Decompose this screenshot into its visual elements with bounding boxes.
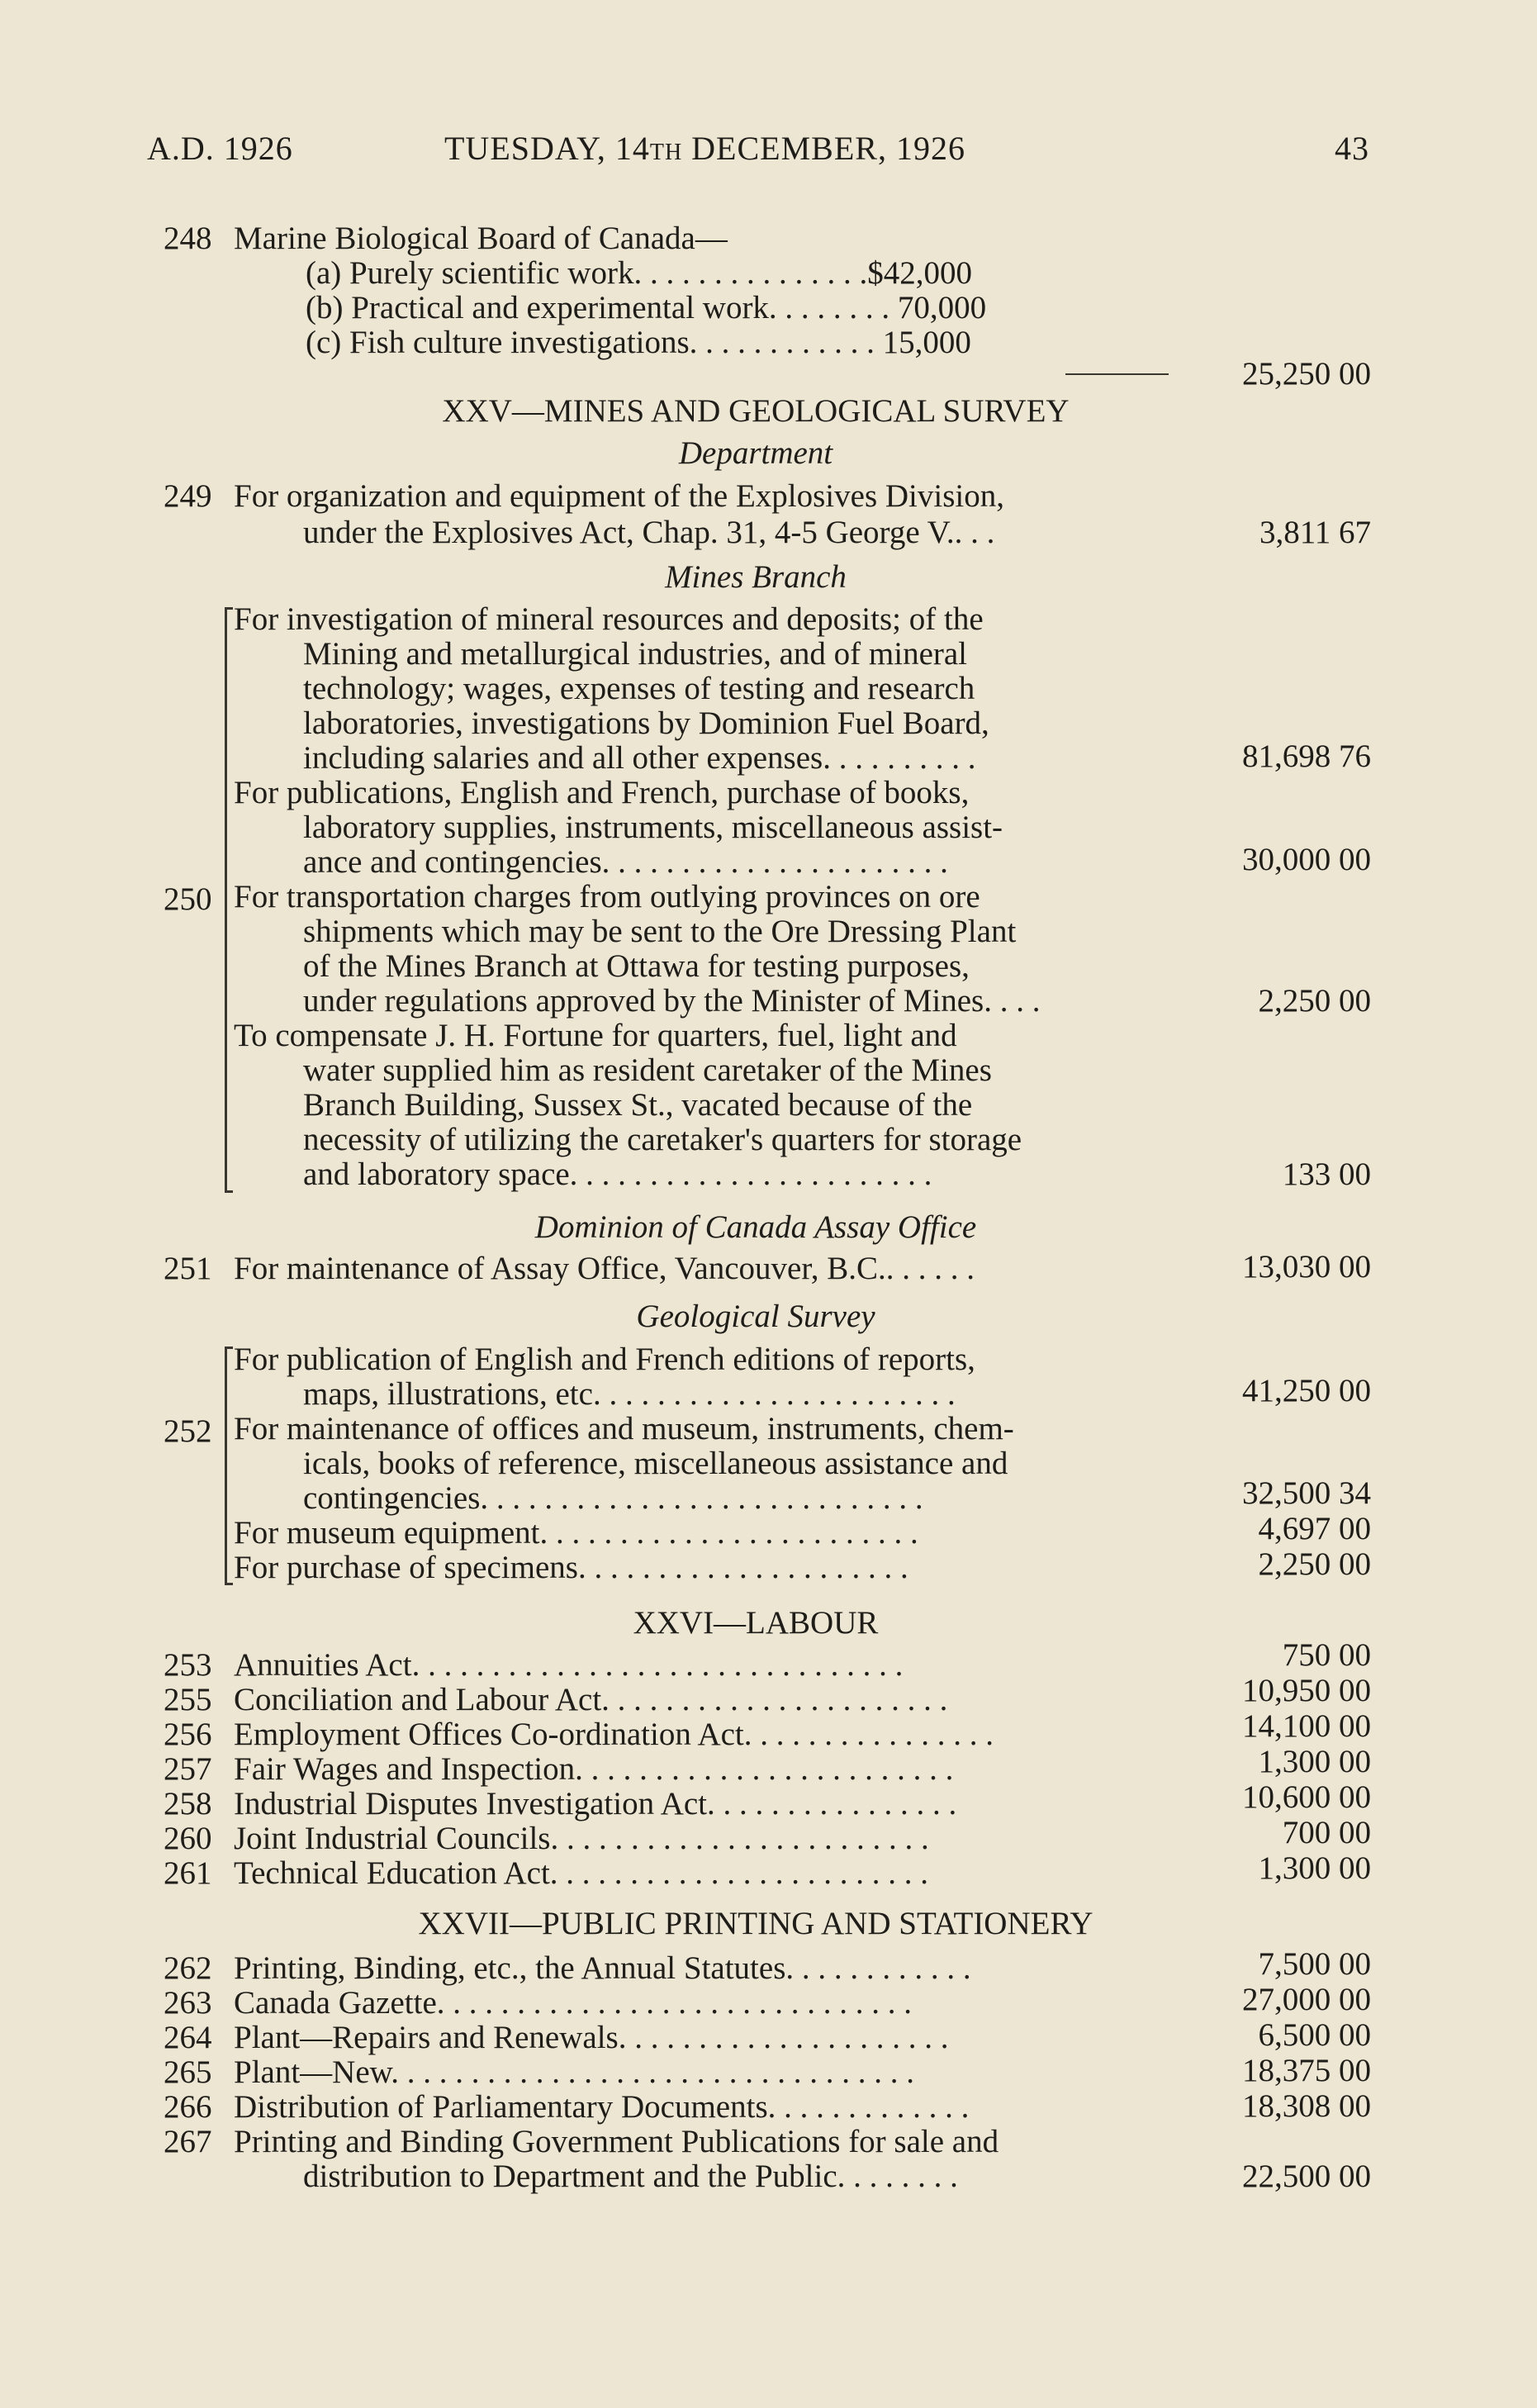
item-number: 251: [164, 1251, 212, 1286]
item-text: technology; wages, expenses of testing and research: [303, 671, 975, 706]
header-year: A.D. 1926: [147, 130, 293, 167]
amount: 14,100 00: [1242, 1708, 1371, 1744]
amount: 700 00: [1282, 1815, 1371, 1850]
brace-bottom: [225, 1190, 233, 1193]
amount: 22,500 00: [1242, 2159, 1371, 2194]
item-text: distribution to Department and the Public. . . . . . . .: [303, 2159, 958, 2194]
item-number: 264: [164, 2020, 212, 2055]
item-text: For maintenance of Assay Office, Vancouver, B.C.. . . . . .: [234, 1251, 975, 1286]
subsection-heading: Mines Branch: [665, 559, 847, 595]
amount: 81,698 76: [1242, 739, 1371, 774]
item-text: Conciliation and Labour Act. . . . . . . . . . . . . . . . . . . . . .: [234, 1682, 948, 1717]
header-date: [444, 129, 965, 168]
item-number: 257: [164, 1751, 212, 1787]
item-number: 255: [164, 1682, 212, 1717]
item-text: For publications, English and French, purchase of books,: [234, 775, 970, 810]
item-number: 253: [164, 1647, 212, 1683]
amount: 1,300 00: [1258, 1850, 1371, 1886]
item-text: For transportation charges from outlying provinces on ore: [234, 879, 980, 914]
amount: 2,250 00: [1258, 1546, 1371, 1582]
amount: 2,250 00: [1258, 983, 1371, 1019]
item-text: Industrial Disputes Investigation Act. . . . . . . . . . . . . . . .: [234, 1786, 957, 1821]
item-number: 266: [164, 2089, 212, 2125]
header-date-post: DECEMBER, 1926: [682, 130, 965, 167]
item-text: For publication of English and French editions of reports,: [234, 1342, 975, 1377]
amount: 7,500 00: [1258, 1946, 1371, 1982]
item-text: Plant—New. . . . . . . . . . . . . . . . . . . . . . . . . . . . . . . . .: [234, 2054, 915, 2090]
item-text: contingencies. . . . . . . . . . . . . . . . . . . . . . . . . . . .: [303, 1480, 923, 1516]
amount: 13,030 00: [1242, 1249, 1371, 1285]
item-number: 248: [164, 221, 212, 256]
item-text: Joint Industrial Councils. . . . . . . . . . . . . . . . . . . . . . . .: [234, 1821, 929, 1856]
amount: 4,697 00: [1258, 1511, 1371, 1546]
item-text: shipments which may be sent to the Ore Dressing Plant: [303, 914, 1017, 949]
section-heading: XXVI—LABOUR: [633, 1605, 879, 1641]
item-text: Canada Gazette. . . . . . . . . . . . . . . . . . . . . . . . . . . . . .: [234, 1985, 913, 2021]
brace-bottom: [225, 1583, 233, 1585]
item-number: 252: [164, 1413, 212, 1449]
amount: 27,000 00: [1242, 1982, 1371, 2017]
item-text: of the Mines Branch at Ottawa for testing purposes,: [303, 948, 970, 984]
item-number: 265: [164, 2054, 212, 2090]
item-number: 263: [164, 1985, 212, 2021]
item-text: necessity of utilizing the caretaker's quarters for storage: [303, 1122, 1022, 1157]
item-text: For organization and equipment of the Explosives Division,: [234, 478, 1004, 514]
brace-top: [225, 607, 233, 610]
item-number: 250: [164, 881, 212, 917]
subsection-heading: Dominion of Canada Assay Office: [534, 1209, 977, 1245]
item-text: maps, illustrations, etc. . . . . . . . . . . . . . . . . . . . . . .: [303, 1376, 956, 1412]
header-date-pre: TUESDAY, 14: [444, 130, 650, 167]
amount: 18,308 00: [1242, 2088, 1371, 2124]
brace: [225, 607, 227, 1192]
item-text: laboratory supplies, instruments, miscellaneous assist-: [303, 810, 1003, 845]
item-text: For museum equipment. . . . . . . . . . . . . . . . . . . . . . . .: [234, 1515, 918, 1551]
item-title: Marine Biological Board of Canada—: [234, 221, 728, 256]
amount: 41,250 00: [1242, 1373, 1371, 1408]
amount: 18,375 00: [1242, 2053, 1371, 2088]
brace: [225, 1346, 227, 1584]
page-number: 43: [1335, 130, 1369, 167]
subsection-heading: Department: [678, 435, 833, 471]
item-text: Mining and metallurgical industries, and of mineral: [303, 636, 968, 672]
subsection-heading: Geological Survey: [636, 1299, 875, 1334]
item-text: For investigation of mineral resources and deposits; of the: [234, 601, 984, 637]
item-text: Employment Offices Co-ordination Act. . . . . . . . . . . . . . . .: [234, 1717, 994, 1752]
item-text: laboratories, investigations by Dominion Fuel Board,: [303, 705, 989, 741]
sub-item: (b) Practical and experimental work. . . . . . . . 70,000: [306, 290, 987, 325]
item-number: 249: [164, 478, 212, 514]
amount: 10,950 00: [1242, 1673, 1371, 1708]
amount: 25,250 00: [1242, 356, 1371, 392]
item-text: water supplied him as resident caretaker of the Mines: [303, 1052, 992, 1088]
amount: 133 00: [1282, 1157, 1371, 1192]
item-number: 256: [164, 1717, 212, 1752]
item-text: ance and contingencies. . . . . . . . . . . . . . . . . . . . . .: [303, 844, 948, 880]
item-number: 258: [164, 1786, 212, 1821]
amount: 750 00: [1282, 1637, 1371, 1673]
item-text: Branch Building, Sussex St., vacated because of the: [303, 1087, 973, 1123]
section-heading: XXVII—PUBLIC PRINTING AND STATIONERY: [418, 1906, 1093, 1941]
item-text: For purchase of specimens. . . . . . . . . . . . . . . . . . . . .: [234, 1550, 908, 1585]
item-number: 260: [164, 1821, 212, 1856]
item-text: and laboratory space. . . . . . . . . . . . . . . . . . . . . . .: [303, 1157, 932, 1192]
item-text: under regulations approved by the Minister of Mines. . . .: [303, 983, 1041, 1019]
sub-item: (a) Purely scientific work. . . . . . . . . . . . . . .$42,000: [306, 255, 972, 291]
amount: 6,500 00: [1258, 2017, 1371, 2053]
item-text: including salaries and all other expenses. . . . . . . . . .: [303, 740, 976, 776]
amount: 32,500 34: [1242, 1475, 1371, 1511]
amount: 3,811 67: [1259, 515, 1371, 550]
item-text: Fair Wages and Inspection. . . . . . . . . . . . . . . . . . . . . . . .: [234, 1751, 954, 1787]
item-text: Printing and Binding Government Publications for sale and: [234, 2124, 999, 2159]
item-text: under the Explosives Act, Chap. 31, 4-5 George V.. . .: [303, 515, 995, 550]
section-heading: XXV—MINES AND GEOLOGICAL SURVEY: [442, 393, 1070, 429]
item-text: Printing, Binding, etc., the Annual Statutes. . . . . . . . . . . .: [234, 1950, 971, 1986]
item-number: 261: [164, 1855, 212, 1891]
item-text: icals, books of reference, miscellaneous assistance and: [303, 1446, 1008, 1481]
item-text: Technical Education Act. . . . . . . . . . . . . . . . . . . . . . . .: [234, 1855, 929, 1891]
brace-top: [225, 1346, 233, 1349]
item-text: Annuities Act. . . . . . . . . . . . . . . . . . . . . . . . . . . . . . .: [234, 1647, 904, 1683]
amount: 10,600 00: [1242, 1779, 1371, 1815]
item-number: 267: [164, 2124, 212, 2159]
amount: 30,000 00: [1242, 842, 1371, 877]
item-text: Plant—Repairs and Renewals. . . . . . . . . . . . . . . . . . . . .: [234, 2020, 949, 2055]
item-number: 262: [164, 1950, 212, 1986]
amount: 1,300 00: [1258, 1744, 1371, 1779]
item-text: Distribution of Parliamentary Documents. . . . . . . . . . . . .: [234, 2089, 970, 2125]
header-date-suffix: TH: [649, 140, 683, 165]
item-text: To compensate J. H. Fortune for quarters, fuel, light and: [234, 1018, 957, 1053]
sub-item: (c) Fish culture investigations. . . . . . . . . . . . 15,000: [306, 325, 971, 360]
item-text: For maintenance of offices and museum, instruments, chem-: [234, 1411, 1014, 1446]
